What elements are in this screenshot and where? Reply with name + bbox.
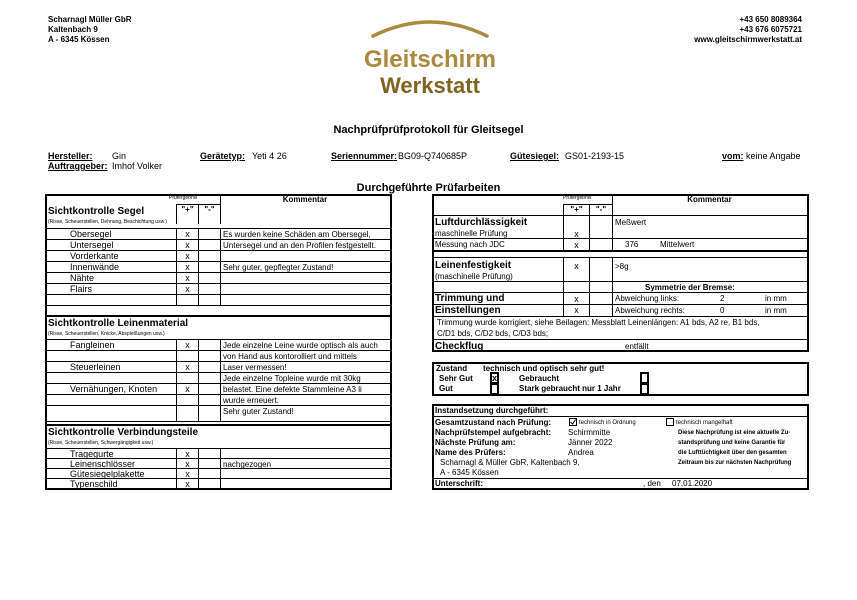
messwert-label: Meßwert bbox=[615, 218, 647, 227]
section-title: Durchgeführte Prüfarbeiten bbox=[356, 182, 501, 194]
abw-rechts-label: Abweichung rechts: bbox=[615, 306, 685, 315]
leinen-row-comment: belastet. Eine defekte Stammleine A3 li bbox=[223, 385, 362, 394]
segel-row-mark: x bbox=[185, 284, 190, 294]
leinen-row-label: Steuerleinen bbox=[70, 362, 121, 372]
segel-row-label: Vorderkante bbox=[70, 251, 119, 261]
minus-header-left: "-" bbox=[204, 205, 215, 214]
verb-row-mark: x bbox=[185, 459, 190, 469]
verb-row-label: Tragegurte bbox=[70, 449, 114, 459]
naechste-label: Nächste Prüfung am: bbox=[435, 438, 516, 447]
auftraggeber-label: Auftraggeber: bbox=[48, 161, 108, 171]
vom-label: vom: bbox=[722, 151, 744, 161]
zustand-stark: Stark gebraucht nur 1 Jahr bbox=[519, 384, 621, 393]
trimm-mark-1: x bbox=[574, 294, 579, 304]
gesamt-label: Gesamtzustand nach Prüfung: bbox=[435, 418, 552, 427]
instand-label: Instandsetzung durchgeführt: bbox=[435, 406, 549, 415]
festigkeit-mark: x bbox=[574, 261, 579, 271]
zustand-gebraucht: Gebraucht bbox=[519, 374, 560, 383]
right-kommentar-header: Kommentar bbox=[687, 195, 732, 204]
segel-row-mark: x bbox=[185, 273, 190, 283]
segel-row-label: Flairs bbox=[70, 284, 92, 294]
vom-value: keine Angabe bbox=[746, 151, 801, 161]
checkmark-icon bbox=[570, 419, 576, 425]
geraetetyp-value: Yeti 4 26 bbox=[252, 151, 287, 161]
trimm-note-1: Trimmung wurde korrigiert, siehe Beilagen: Messblatt Leinenlängen: A1 bds, A2 re, B1 bds, bbox=[437, 318, 760, 327]
segel-row-comment: Sehr guter, gepflegter Zustand! bbox=[223, 263, 334, 272]
company-city: A - 6345 Kössen bbox=[48, 35, 110, 44]
checkflug-label: Checkflug bbox=[435, 341, 484, 352]
stempel-value: Schirmmitte bbox=[568, 428, 611, 437]
geraetetyp-label: Gerätetyp: bbox=[200, 151, 246, 161]
phone-1: +43 650 8089364 bbox=[739, 15, 802, 24]
left-kommentar-header: Kommentar bbox=[282, 195, 328, 204]
page-title: Nachprüfprüfprotokoll für Gleitsegel bbox=[333, 124, 524, 136]
zustand-sehr-gut: Sehr Gut bbox=[439, 374, 473, 383]
festigkeit-title: Leinenfestigkeit bbox=[435, 260, 512, 271]
minus-header-right: "-" bbox=[595, 205, 607, 214]
leinen-row-comment: Sehr guter Zustand! bbox=[223, 407, 294, 416]
leinen-row-comment: Jede einzelne Leine wurde optisch als auch bbox=[223, 341, 378, 350]
verb-row-mark: x bbox=[185, 449, 190, 459]
leinen-row-mark: x bbox=[185, 362, 190, 372]
verb-row-mark: x bbox=[185, 479, 190, 489]
unit-links: in mm bbox=[765, 294, 787, 303]
disclaimer-line: standsprüfung und keine Garantie für bbox=[678, 440, 786, 446]
plus-header-right: "+" bbox=[570, 205, 583, 214]
pruefer-label: Name des Prüfers: bbox=[435, 448, 506, 457]
abw-links-label: Abweichung links: bbox=[615, 294, 680, 303]
auftraggeber-value: Imhof Volker bbox=[112, 161, 163, 171]
ordnung-label: technisch in Ordnung bbox=[579, 420, 636, 426]
checkflug-value: entfällt bbox=[625, 342, 649, 351]
verb-title: Sichtkontrolle Verbindungsteile bbox=[48, 427, 199, 438]
leinen-row-mark: x bbox=[185, 384, 190, 394]
right-pruefergebnis: Prüfergebnis bbox=[563, 195, 592, 201]
zustand-title: Zustand bbox=[436, 364, 468, 373]
segel-title: Sichtkontrolle Segel bbox=[48, 206, 145, 217]
trimm-title-2: Einstellungen bbox=[435, 305, 501, 316]
trimm-title-1: Trimmung und bbox=[435, 293, 505, 304]
zustand-gut: Gut bbox=[439, 384, 453, 393]
den-label: , den bbox=[643, 479, 661, 488]
trimm-mark-2: x bbox=[574, 305, 579, 315]
ordnung-checkbox[interactable] bbox=[569, 418, 577, 426]
luft-value: 376 bbox=[625, 240, 639, 249]
leinen-row-comment: von Hand aus kontorolliert und mittels bbox=[223, 352, 357, 361]
plus-header-left: "+" bbox=[181, 205, 194, 214]
symmetrie-label: Symmetrie der Bremse: bbox=[645, 283, 735, 292]
disclaimer-line: Diese Nachprüfung ist eine aktuelle Zu- bbox=[678, 430, 791, 436]
zustand-sub: technisch und optisch sehr gut! bbox=[483, 364, 605, 373]
trimm-note-2: C/D1 bds, C/D2 bds, C/D3 bds; bbox=[437, 329, 549, 338]
zustand-stark-checkbox[interactable] bbox=[640, 383, 649, 395]
left-pruefergebnis: Prüfergebnis bbox=[169, 195, 198, 201]
leinen-sub: (Risse, Scheuerstellen, Knicke, Abspleißungen usw.) bbox=[48, 331, 165, 337]
seriennummer-value: BG09-Q740685P bbox=[398, 151, 468, 161]
logo-arc-icon bbox=[345, 10, 515, 40]
zustand-gut-checkbox[interactable] bbox=[490, 383, 499, 395]
logo-line-1: Gleitschirm bbox=[363, 46, 497, 73]
segel-row-comment: Untersegel und an den Profilen festgestellt. bbox=[223, 241, 376, 250]
leinen-row-label: Fangleinen bbox=[70, 340, 115, 350]
hersteller-value: Gin bbox=[112, 151, 127, 161]
segel-row-comment: Es wurden keine Schäden am Obersegel, bbox=[223, 230, 371, 239]
segel-sub: (Risse, Scheuerstellen, Dehnung, Beschichtung usw.) bbox=[48, 219, 167, 225]
logo bbox=[345, 10, 515, 100]
leinen-row-mark: x bbox=[185, 340, 190, 350]
verb-row-label: Typenschild bbox=[70, 479, 118, 489]
website: www.gleitschirmwerkstatt.at bbox=[694, 35, 802, 44]
verb-row-label: Leinenschlösser bbox=[70, 459, 136, 469]
segel-row-mark: x bbox=[185, 240, 190, 250]
leinen-row-comment: wurde erneuert. bbox=[223, 396, 280, 405]
abw-rechts-value: 0 bbox=[720, 306, 725, 315]
pruefer-value: Andrea bbox=[568, 448, 594, 457]
luft-mark-2: x bbox=[574, 240, 579, 250]
verb-row-label: Gütesiegelplakette bbox=[70, 469, 145, 479]
segel-row-mark: x bbox=[185, 229, 190, 239]
luft-mark-1: x bbox=[574, 229, 579, 239]
verb-sub: (Risse, Scheuerstellen, Schwergängigkeit usw.) bbox=[48, 440, 154, 446]
zustand-sehr-gut-checkbox[interactable]: x bbox=[492, 373, 498, 383]
abw-links-value: 2 bbox=[720, 294, 725, 303]
seriennummer-label: Seriennummer: bbox=[331, 151, 398, 161]
phone-2: +43 676 6075721 bbox=[739, 25, 802, 34]
datum-value: 07.01.2020 bbox=[672, 479, 713, 488]
segel-row-label: Innenwände bbox=[70, 262, 120, 272]
verb-row-mark: x bbox=[185, 469, 190, 479]
naechste-value: Jänner 2022 bbox=[568, 438, 613, 447]
leinen-row-comment: Jede einzelne Topleine wurde mit 30kg bbox=[223, 374, 361, 383]
guetesiegel-label: Gütesiegel: bbox=[510, 151, 560, 161]
leinen-title: Sichtkontrolle Leinenmaterial bbox=[48, 318, 189, 329]
mangelhaft-checkbox[interactable] bbox=[666, 418, 674, 426]
luft-row-1: maschinelle Prüfung bbox=[435, 229, 508, 238]
unterschrift-label: Unterschrift: bbox=[435, 479, 484, 488]
mangelhaft-label: technisch mangelhaft bbox=[676, 420, 733, 426]
festigkeit-value: >8g bbox=[615, 262, 629, 271]
stempel-label: Nachprüfstempel aufgebracht: bbox=[435, 428, 552, 437]
company-street: Kaltenbach 9 bbox=[48, 25, 98, 34]
guetesiegel-value: GS01-2193-15 bbox=[565, 151, 625, 161]
leinen-row-comment: Laser vermessen! bbox=[223, 363, 287, 372]
company-name: Scharnagl Müller GbR bbox=[48, 15, 132, 24]
luft-row-2: Messung nach JDC bbox=[435, 240, 505, 249]
disclaimer-line: Zeitraum bis zur nächsten Nachprüfung bbox=[678, 460, 792, 466]
address-line-1: Scharnagl & Müller GbR, Kaltenbach 9, bbox=[440, 458, 580, 467]
verb-row-comment: nachgezogen bbox=[223, 460, 272, 469]
mittelwert-label: Mittelwert bbox=[660, 240, 695, 249]
luft-title: Luftdurchlässigkeit bbox=[435, 217, 528, 228]
segel-row-label: Untersegel bbox=[70, 240, 114, 250]
unit-rechts: in mm bbox=[765, 306, 787, 315]
hersteller-label: Hersteller: bbox=[48, 151, 93, 161]
festigkeit-sub: (maschinelle Prüfung) bbox=[435, 272, 513, 281]
leinen-row-label: Vernähungen, Knoten bbox=[70, 384, 158, 394]
segel-row-label: Nähte bbox=[70, 273, 95, 283]
disclaimer-line: die Lufttüchtigkeit über den gesamten bbox=[678, 450, 787, 456]
segel-row-label: Obersegel bbox=[70, 229, 112, 239]
segel-row-mark: x bbox=[185, 262, 190, 272]
address-line-2: A - 6345 Kössen bbox=[440, 468, 499, 477]
segel-row-mark: x bbox=[185, 251, 190, 261]
logo-line-2: Werkstatt bbox=[380, 73, 480, 98]
